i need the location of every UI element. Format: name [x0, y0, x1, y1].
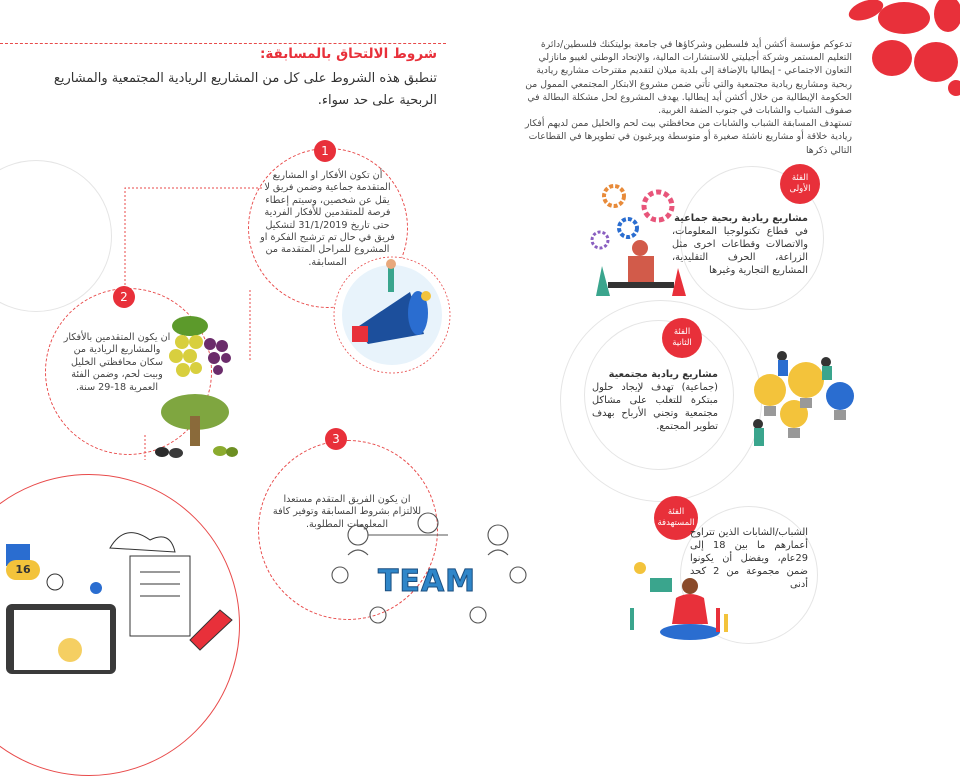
step-3-number: 3	[325, 428, 347, 450]
step-3-text: ان يكون الفريق المتقدم مستعدا للالتزام بشروط المسابقة وتوفير كافة المعلومات المطلوبة.	[272, 494, 422, 530]
category-3-badge-line2: المستهدفة	[657, 518, 695, 528]
step-2-text: ان يكون المتقدمين بالأفكار والمشاريع الريادية من سكان محافظتي الخليل وبيت لحم، وضمن الفئة العمرية 18-29 سنة.	[63, 332, 171, 393]
conditions-subtitle: تنطبق هذه الشروط على كل من المشاريع الريادية المجتمعية والمشاريع الربحية على حد سواء.	[53, 71, 437, 108]
category-1-badge-line2: الأولى	[789, 184, 811, 194]
lightbulbs-illustration	[742, 350, 860, 456]
step-1-text: أن تكون الأفكار او المشاريع المتقدمة جماعية وضمن فريق لا يقل عن شخصين، وسيتم إعطاء فرصة للمتقدمين للأفكار الفردية حتى تاريخ 31/1/2019 لتشكيل فريق في حال تم ترشيح الفكرة او المشروع للمراحل المتقدمة من المسابقة.	[260, 170, 395, 268]
team-word: TEAM	[378, 564, 477, 599]
step-2-number: 2	[113, 286, 135, 308]
conditions-title: شروط الالتحاق بالمسابقة:	[259, 46, 437, 62]
tablet-hand-illustration	[0, 500, 238, 678]
category-3-badge-line1: الفئة	[667, 507, 685, 517]
category-2-badge	[662, 318, 702, 358]
category-2-text	[592, 368, 718, 433]
gears-illustration	[588, 178, 692, 296]
category-2-badge-line1: الفئة	[673, 327, 691, 337]
meditation-illustration	[620, 538, 740, 648]
category-2-badge-line2: الثانية	[672, 338, 692, 348]
category-1-title: مشاريع ريادية ربحية جماعية	[674, 213, 808, 224]
category-1-text	[672, 212, 808, 277]
intro-paragraph-1: تدعوكم مؤسسة أكشن أيد فلسطين وشركاؤها في جامعة بوليتكنك فلسطين/دائرة التعليم المستمر وشركة أجيليتي للاستشارات المالية، والإتحاد الوطني لغيبو مانازلي التعاون الاجتماعي - إيطاليا بالإضافة إلى بلدية ميلان لتقديم مقترحات مشاريع ريادية ربحية ومشاريع ريادية مجتمعية والتي تأتي ضمن مشروع الابتكار المجتمعي الممول من الحكومة الإيطالية من خلال أكشن أيد إيطاليا. يهدف المشروع لحل مشكلة البطالة في صفوف الشباب والشابات في جنوب الضفة الغربية.	[525, 39, 852, 117]
category-2-title: مشاريع ريادية مجتمعية	[608, 369, 718, 380]
category-3-desc: الشباب/الشابات الذين تتراوح أعمارهم ما بين 18 إلى 29عام، ويفضل أن يكونوا ضمن مجموعة من 2 كحد أدنى	[690, 527, 808, 590]
category-1-desc: في قطاع تكنولوجيا المعلومات، والاتصالات وقطاعات اخرى مثل الزراعة، الحرف التقليدية، المشاريع التجارية وغيرها	[672, 226, 808, 276]
category-2-desc: (جماعية) تهدف لإيجاد حلول مبتكرة للتغلب على مشاكل مجتمعية وتجني الأرباح بهدف تطوير المجتمع.	[592, 382, 718, 432]
like-count: 16	[15, 563, 31, 576]
category-1-badge-line1: الفئة	[791, 173, 809, 183]
intro-paragraph-2: تستهدف المسابقة الشباب والشابات من محافظتي بيت لحم والخليل ممن لديهم أفكار ريادية خلاقة أو مشاريع ناشئة صغيرة أو متوسطة ويرغبون في تطويرها في القطاعات التالي ذكرها	[524, 118, 852, 156]
category-1-badge	[780, 164, 820, 204]
step-1-number: 1	[314, 140, 336, 162]
megaphone-illustration	[328, 256, 456, 374]
grapes-olives-illustration	[150, 312, 245, 462]
like-bubble	[6, 560, 40, 580]
